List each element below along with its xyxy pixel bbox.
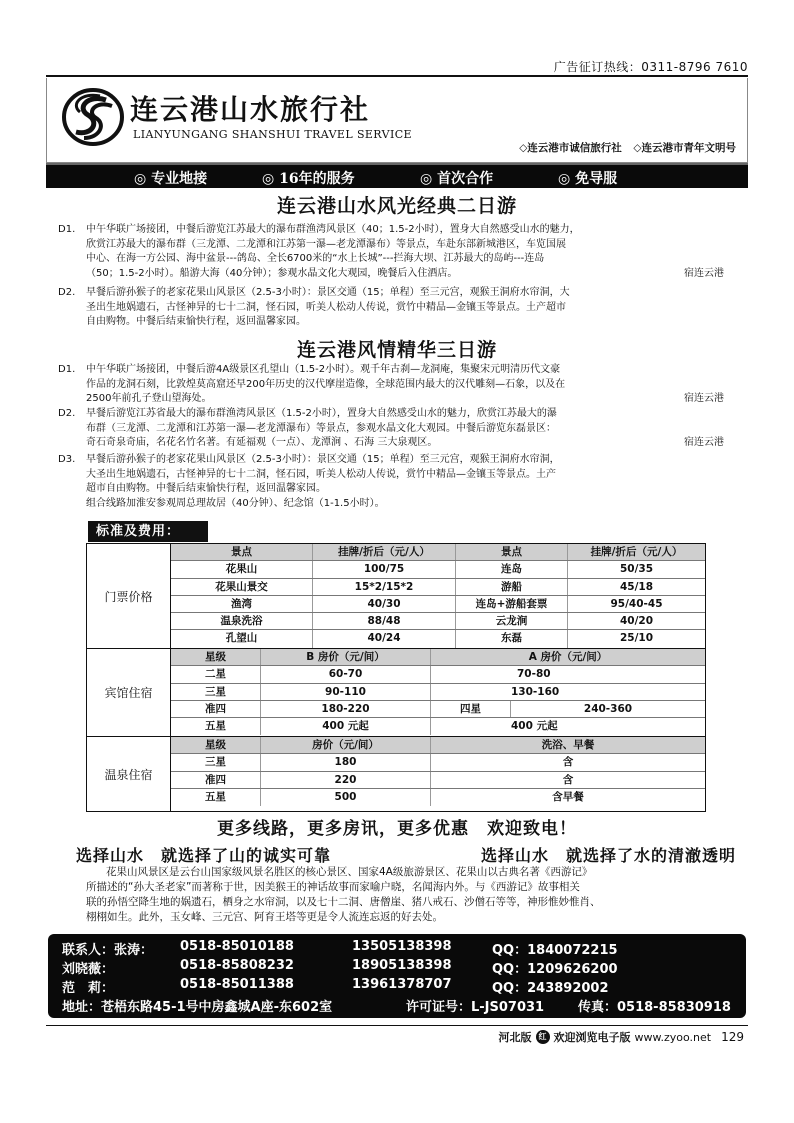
table-row (171, 613, 705, 630)
hotels-grid (171, 649, 705, 736)
table-cell: 二星 (171, 666, 261, 682)
stay-note: 宿连云港 (684, 437, 724, 448)
itinerary-line: 早餐后游孙猴子的老家花果山风景区（2.5-3小时）：景区交通（15；单程）至三元宫，观猴王洞府水帘洞， (86, 454, 560, 465)
table-cell: 25/10 (619, 632, 654, 645)
day-label: D2. (58, 287, 76, 298)
table-cell: 温泉洗浴 (171, 613, 313, 629)
contact-license: 许可证号：L-JS07031 (406, 1000, 545, 1015)
table-cell: 500 (261, 789, 431, 806)
table-cell: 三星 (171, 754, 261, 770)
table-cell: 含早餐 (552, 790, 584, 803)
itinerary-line: 组合线路加淮安参观周总理故居（40分钟）、纪念馆（1-1.5小时）。 (86, 497, 385, 509)
itinerary-line: 中午华联广场接团，中餐后游览江苏最大的瀑布群渔湾风景区（40；1.5-2小时），置身大自然感受山水的魅力， (86, 224, 580, 235)
spring-grid (171, 737, 705, 811)
day-label: D1. (58, 364, 76, 375)
tickets-section (87, 544, 705, 649)
table-cell: 准四 (171, 772, 261, 788)
choose-slogans (76, 843, 736, 866)
table-header-row (171, 544, 705, 561)
table-cell: 五星 (171, 718, 261, 735)
contact-fax: 传真：0518-85830918 (578, 1000, 731, 1015)
table-cell: 40/30 (313, 596, 456, 612)
footer-text: 欢迎浏览电子版 (553, 1031, 631, 1044)
contact-box (48, 934, 746, 1018)
day-label: D1. (58, 224, 76, 235)
table-header-row (171, 649, 705, 666)
promo-headline: 更多线路，更多房讯，更多优惠 欢迎致电！ (217, 819, 577, 839)
table-cell (431, 666, 511, 682)
table-cell: 含 (562, 756, 574, 769)
tickets-grid (171, 544, 705, 648)
table-cell (431, 684, 511, 700)
table-row (171, 701, 705, 718)
top-rule (46, 75, 748, 77)
contact-address: 地址：苍梧东路45-1号中房鑫城A座-东602室 (62, 1000, 333, 1015)
table-cell: 孔望山 (171, 630, 313, 647)
tour2-title: 连云港风情精华三日游 (296, 339, 497, 361)
company-name-en: LIANYUNGANG SHANSHUI TRAVEL SERVICE (133, 128, 412, 141)
hotels-label: 宾馆住宿 (87, 649, 171, 736)
table-cell: 400 元起 (261, 718, 431, 735)
table-header-cell: 星级 (171, 649, 261, 665)
table-row (171, 561, 705, 578)
choose-slogan-water: 选择山水 就选择了水的清澈透明 (480, 846, 736, 865)
table-cell: 40/24 (313, 630, 456, 647)
table-cell: 180 (261, 754, 431, 770)
table-cell: 100/75 (313, 561, 456, 577)
table-cell: 220 (261, 772, 431, 788)
itinerary-line: 奇石奇泉奇庙，名花名竹名著。有延福观（一点）、龙潭涧 、石海 三大泉观区。 (86, 437, 438, 448)
table-cell: 花果山 (171, 561, 313, 577)
table-cell: 50/35 (619, 563, 654, 576)
table-header-row (171, 737, 705, 754)
table-cell: 95/40-45 (610, 597, 663, 610)
tour1-day2 (58, 286, 722, 330)
table-cell: 15*2/15*2 (313, 579, 456, 595)
table-cell: 渔湾 (171, 596, 313, 612)
itinerary-line: 作品的龙洞石刻，比敦煌莫高窟还早200年历史的汉代摩崖造像，全球范围内最大的汉代雕刻—石象，以及在 (86, 378, 566, 390)
contact-qq: QQ：1209626200 (492, 962, 618, 977)
table-cell: 连岛 (456, 561, 568, 577)
table-header-cell: 景点 (456, 544, 568, 560)
footer-edition: 河北版 (498, 1031, 532, 1044)
contact-phone[interactable]: 0518-85010188 (180, 939, 294, 954)
table-header-cell: 挂牌/折后（元/人） (590, 546, 683, 558)
intro-line: 栩栩如生。此外，玉女峰、三元宫、阿育王塔等更是令人流连忘返的好去处。 (86, 911, 443, 923)
itinerary-line: 超市自由购物。中餐后结束愉快行程，返回温馨家园。 (86, 483, 326, 494)
table-cell: 四星 (431, 701, 511, 717)
choose-slogan-mountain: 选择山水 就选择了山的诚实可靠 (76, 846, 332, 865)
table-header-cell: 房价（元/间） (261, 737, 431, 753)
tour2-day1 (58, 363, 724, 407)
table-row (171, 596, 705, 613)
table-cell: 花果山景交 (171, 579, 313, 595)
tour1-day1 (58, 223, 724, 281)
itinerary-line: 欣赏江苏最大的瀑布群（三龙潭、二龙潭和江苏第一瀑—老龙潭瀑布）等景点，车赴东部新城港区，车览国展 (86, 238, 566, 250)
itinerary-line: 布群（三龙潭、二龙潭和江苏第一瀑—老龙潭瀑布）等景点，参观水晶文化大观园。中餐后游览东磊景区： (86, 422, 556, 434)
slogan-item: ◎ 首次合作 (420, 171, 494, 187)
table-cell: 240-360 (583, 702, 633, 715)
ad-hotline: 广告征订热线：0311-8796 7610 (553, 60, 748, 74)
contact-mobile[interactable]: 18905138398 (352, 958, 452, 973)
day-label: D3. (58, 454, 76, 465)
table-cell: 90-110 (261, 684, 431, 700)
contact-qq: QQ：243892002 (492, 981, 609, 996)
table-row (171, 754, 705, 771)
slogan-item: ◎ 免导服 (558, 171, 618, 187)
stay-note: 宿连云港 (684, 393, 724, 404)
contact-name: 范 莉： (62, 981, 115, 996)
itinerary-line: 中心、在海一方公园、海中盆景---鸽岛、全长6700米的“水上长城”---拦海大坝、江苏最大的岛屿---连岛 (86, 253, 545, 264)
table-row (171, 684, 705, 701)
table-header-cell: 挂牌/折后（元/人） (313, 544, 456, 560)
intro-line: 联的孙悟空降生地的娲遗石，栖身之水帘洞，以及七十二洞、唐僧崖、猪八戒石、沙僧石等等，神形惟妙惟肖、 (86, 896, 601, 908)
table-cell: 180-220 (261, 701, 431, 717)
table-row (171, 772, 705, 789)
honor-youth: ◇连云港市青年文明号 (633, 142, 736, 154)
contact-mobile[interactable]: 13961378707 (352, 977, 452, 992)
company-honors (511, 140, 736, 155)
table-cell: 70-80 (517, 668, 551, 681)
company-logo-icon (62, 86, 124, 148)
table-cell (431, 718, 511, 735)
contact-phone[interactable]: 0518-85808232 (180, 958, 294, 973)
table-cell: 45/18 (619, 580, 654, 593)
table-cell: 游船 (456, 579, 568, 595)
fees-section-label: 标准及费用： (88, 521, 208, 542)
itinerary-line: 中午华联广场接团，中餐后游4A级景区孔望山（1.5-2小时）。观千年古刹—龙洞庵，集聚宋元明清历代文豪 (86, 364, 561, 375)
table-cell: 三星 (171, 684, 261, 700)
table-cell: 准四 (171, 701, 261, 717)
table-row (171, 666, 705, 683)
table-cell: 60-70 (261, 666, 431, 682)
contact-name: 联系人：张涛： (62, 943, 154, 958)
itinerary-line: 2500年前孔子登山望海处。 (86, 393, 212, 404)
tour2-day2 (58, 407, 724, 451)
table-header-cell: 星级 (171, 737, 261, 753)
footer-rule (46, 1025, 748, 1026)
spring-section (87, 737, 705, 811)
itinerary-line: 圣出生地娲遗石，古怪神异的七十二洞，怪石园，听美人松动人传说，赏竹中精品—金镶玉等景点。土产超市 (86, 301, 566, 313)
footer-url-link[interactable]: www.zyoo.net (634, 1030, 712, 1044)
table-row (171, 789, 705, 806)
itinerary-line: （50；1.5-2小时）。船游大海（40分钟）；参观水晶文化大观园，晚餐后入住酒店。 (86, 267, 458, 279)
intro-line: 花果山风景区是云台山国家级风景名胜区的核心景区、国家4A级旅游景区、花果山以古典名著《西游记》 (106, 866, 593, 878)
hotels-section (87, 649, 705, 737)
table-cell: 含 (562, 773, 574, 786)
table-row (171, 579, 705, 596)
table-cell: 40/20 (619, 615, 654, 628)
spring-label: 温泉住宿 (87, 737, 171, 811)
footer-badge-icon: 红 (536, 1030, 550, 1044)
table-cell: 东磊 (456, 630, 568, 647)
intro-line: 所描述的“孙大圣老家”而著称于世，因美猴王的神话故事而家喻户晓，名闻海内外。与《西游记》故事相关 (86, 881, 580, 893)
table-header-cell: B 房价（元/间） (261, 649, 431, 665)
table-cell: 云龙涧 (456, 613, 568, 629)
table-cell: 连岛+游船套票 (456, 596, 568, 612)
tickets-label: 门票价格 (87, 544, 171, 648)
itinerary-line: 大圣出生地娲遗石，古怪神异的七十二洞，怪石园，听美人松动人传说，赏竹中精品—金镶玉等景点。土产 (86, 468, 556, 480)
table-header-cell: 洗浴、早餐 (541, 739, 595, 751)
table-row (171, 718, 705, 735)
table-cell: 130-160 (511, 685, 560, 698)
itinerary-line: 早餐后游孙猴子的老家花果山风景区（2.5-3小时）：景区交通（15；单程）至三元宫，观猴王洞府水帘洞，大 (86, 287, 570, 298)
contact-qq: QQ：1840072215 (492, 943, 618, 958)
stay-note: 宿连云港 (684, 267, 724, 279)
page-number: 129 (721, 1030, 744, 1044)
page-footer (499, 1029, 744, 1045)
table-header-cell: A 房价（元/间） (528, 651, 608, 663)
table-cell: 88/48 (313, 613, 456, 629)
slogan-bar (46, 163, 748, 188)
itinerary-line: 早餐后游览江苏省最大的瀑布群渔湾风景区（1.5-2小时），置身大自然感受山水的魅力，欣赏江苏最大的瀑 (86, 408, 557, 419)
day-label: D2. (58, 408, 76, 419)
table-cell: 400 元起 (511, 720, 558, 733)
table-row (171, 630, 705, 647)
tour1-title: 连云港山水风光经典二日游 (276, 195, 517, 217)
contact-mobile[interactable]: 13505138398 (352, 939, 452, 954)
company-name-cn: 连云港山水旅行社 (130, 93, 371, 126)
huaguoshan-intro (86, 865, 722, 925)
table-header-cell: 景点 (171, 544, 313, 560)
itinerary-line: 自由购物。中餐后结束愉快行程，返回温馨家园。 (86, 316, 306, 327)
slogan-item: ◎ 16年的服务 (262, 171, 355, 187)
fees-table (86, 543, 706, 812)
contact-name: 刘晓薇： (62, 962, 115, 977)
slogan-item: ◎ 专业地接 (134, 171, 208, 187)
honor-integrity: ◇连云港市诚信旅行社 (519, 142, 622, 154)
table-cell: 五星 (171, 789, 261, 806)
tour2-day3 (58, 453, 722, 511)
contact-phone[interactable]: 0518-85011388 (180, 977, 294, 992)
